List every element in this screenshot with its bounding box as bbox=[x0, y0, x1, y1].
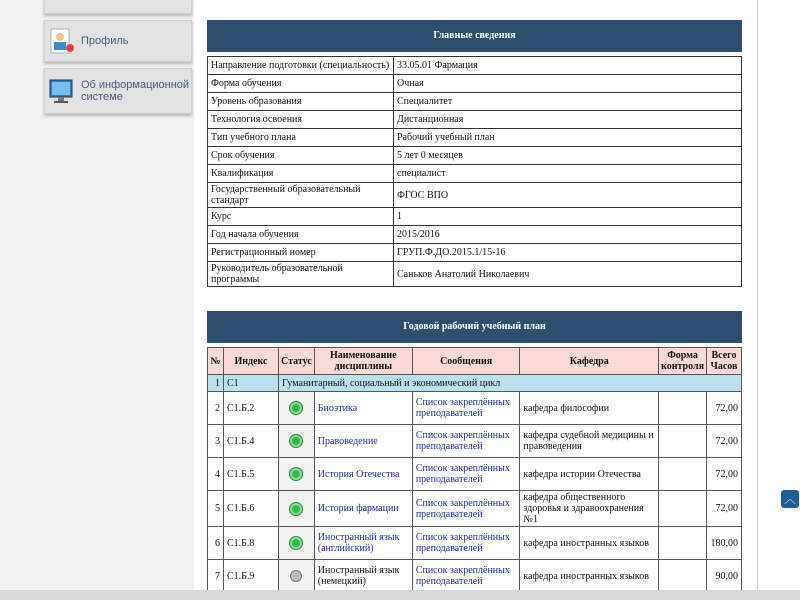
content-right-border bbox=[757, 0, 758, 590]
horizontal-scrollbar[interactable] bbox=[0, 590, 800, 600]
row-control-form bbox=[659, 491, 707, 527]
row-number: 6 bbox=[208, 527, 224, 560]
menu-label-profile: Профиль bbox=[81, 35, 129, 47]
teachers-list-link[interactable]: Список закреплённых преподавателей bbox=[412, 392, 520, 425]
discipline-link[interactable]: История Отечества bbox=[314, 458, 412, 491]
info-value: специалист bbox=[394, 165, 742, 183]
row-department: кафедра иностранных языков bbox=[520, 527, 659, 560]
info-key: Уровень образования bbox=[208, 93, 394, 111]
col-department: Кафедра bbox=[520, 348, 659, 375]
plan-panel-title: Годовой рабочий учебный план bbox=[207, 311, 742, 343]
chevron-up-icon: ︿ bbox=[783, 492, 796, 506]
menu-label-about-system: Об информационной системе bbox=[81, 79, 190, 103]
teachers-list-link[interactable]: Список закреплённых преподавателей bbox=[412, 560, 520, 593]
row-status bbox=[279, 491, 315, 527]
info-value: 33.05.01 Фармация bbox=[394, 57, 742, 75]
row-department: кафедра иностранных языков bbox=[520, 560, 659, 593]
row-hours: 72,00 bbox=[707, 392, 742, 425]
row-number: 5 bbox=[208, 491, 224, 527]
row-number: 3 bbox=[208, 425, 224, 458]
row-status bbox=[279, 560, 315, 593]
row-index: С1.Б.9 bbox=[224, 560, 279, 593]
discipline-link: Иностранный язык (немецкий) bbox=[314, 560, 412, 593]
col-total-hours: Всего Часов bbox=[707, 348, 742, 375]
row-status bbox=[279, 392, 315, 425]
col-discipline: Наименование дисциплины bbox=[314, 348, 412, 375]
info-value: 5 лет 0 месяцев bbox=[394, 147, 742, 165]
info-value: 1 bbox=[394, 208, 742, 226]
info-key: Руководитель образовательной программы bbox=[208, 262, 394, 287]
info-value: Очная bbox=[394, 75, 742, 93]
menu-item-profile[interactable] bbox=[44, 20, 192, 62]
info-row bbox=[208, 57, 742, 75]
info-key: Тип учебного плана bbox=[208, 129, 394, 147]
info-key: Направление подготовки (специальность) bbox=[208, 57, 394, 75]
row-index: С1.Б.6 bbox=[224, 491, 279, 527]
row-department: кафедра философии bbox=[520, 392, 659, 425]
section-name: Гуманитарный, социальный и экономический цикл bbox=[279, 375, 742, 392]
menu-item-about-system[interactable] bbox=[44, 68, 192, 114]
discipline-link[interactable]: Биоэтика bbox=[314, 392, 412, 425]
row-control-form bbox=[659, 425, 707, 458]
row-index: С1.Б.8 bbox=[224, 527, 279, 560]
discipline-link[interactable]: Правоведение bbox=[314, 425, 412, 458]
info-value: ФГОС ВПО bbox=[394, 183, 742, 208]
row-hours: 180,00 bbox=[707, 527, 742, 560]
info-row bbox=[208, 165, 742, 183]
row-number: 2 bbox=[208, 392, 224, 425]
row-hours: 90,00 bbox=[707, 560, 742, 593]
col-control-form: Форма контроля bbox=[659, 348, 707, 375]
row-control-form bbox=[659, 527, 707, 560]
info-key: Форма обучения bbox=[208, 75, 394, 93]
teachers-list-link[interactable]: Список закреплённых преподавателей bbox=[412, 458, 520, 491]
row-status bbox=[279, 458, 315, 491]
info-key: Технология освоения bbox=[208, 111, 394, 129]
col-n: № bbox=[208, 348, 224, 375]
plan-row bbox=[208, 392, 742, 425]
info-row bbox=[208, 147, 742, 165]
status-green-icon bbox=[290, 402, 302, 414]
left-menu bbox=[44, 0, 192, 120]
info-value: 2015/2016 bbox=[394, 226, 742, 244]
status-green-icon bbox=[290, 503, 302, 515]
info-key: Год начала обучения bbox=[208, 226, 394, 244]
row-status bbox=[279, 425, 315, 458]
row-number: 4 bbox=[208, 458, 224, 491]
info-row bbox=[208, 75, 742, 93]
teachers-list-link[interactable]: Список закреплённых преподавателей bbox=[412, 425, 520, 458]
row-index: С1.Б.4 bbox=[224, 425, 279, 458]
info-row bbox=[208, 129, 742, 147]
discipline-link[interactable]: Иностранный язык (английский) bbox=[314, 527, 412, 560]
info-key: Курс bbox=[208, 208, 394, 226]
plan-table bbox=[207, 347, 742, 593]
row-status bbox=[279, 527, 315, 560]
plan-row bbox=[208, 491, 742, 527]
section-number: 1 bbox=[208, 375, 224, 392]
section-index: С1 bbox=[224, 375, 279, 392]
status-green-icon bbox=[290, 435, 302, 447]
row-number: 7 bbox=[208, 560, 224, 593]
plan-row bbox=[208, 560, 742, 593]
row-hours: 72,00 bbox=[707, 425, 742, 458]
computer-icon bbox=[49, 76, 75, 106]
menu-item-top-partial[interactable] bbox=[44, 0, 192, 14]
main-content bbox=[207, 20, 742, 593]
status-gray-icon bbox=[290, 570, 302, 582]
row-control-form bbox=[659, 560, 707, 593]
info-value: Специалитет bbox=[394, 93, 742, 111]
row-index: С1.Б.5 bbox=[224, 458, 279, 491]
row-control-form bbox=[659, 458, 707, 491]
info-key: Срок обучения bbox=[208, 147, 394, 165]
row-department: кафедра судебной медицины и правоведения bbox=[520, 425, 659, 458]
plan-row bbox=[208, 458, 742, 491]
row-department: кафедра общественного здоровья и здравоохранения №1 bbox=[520, 491, 659, 527]
scroll-to-top-button[interactable] bbox=[781, 490, 799, 508]
info-row bbox=[208, 208, 742, 226]
info-row bbox=[208, 244, 742, 262]
info-value: Рабочий учебный план bbox=[394, 129, 742, 147]
info-key: Квалификация bbox=[208, 165, 394, 183]
info-row bbox=[208, 183, 742, 208]
profile-icon bbox=[49, 26, 75, 56]
info-row bbox=[208, 262, 742, 287]
info-key: Регистрационный номер bbox=[208, 244, 394, 262]
info-row bbox=[208, 111, 742, 129]
col-messages: Сообщения bbox=[412, 348, 520, 375]
row-index: С1.Б.2 bbox=[224, 392, 279, 425]
teachers-list-link[interactable]: Список закреплённых преподавателей bbox=[412, 527, 520, 560]
plan-row bbox=[208, 527, 742, 560]
row-department: кафедра истории Отечества bbox=[520, 458, 659, 491]
row-control-form bbox=[659, 392, 707, 425]
info-table bbox=[207, 56, 742, 287]
plan-row bbox=[208, 425, 742, 458]
row-hours: 72,00 bbox=[707, 491, 742, 527]
info-value: ГРУП.Ф.ДО.2015.1/15-16 bbox=[394, 244, 742, 262]
teachers-list-link[interactable]: Список закреплённых преподавателей bbox=[412, 491, 520, 527]
plan-header-row bbox=[208, 348, 742, 375]
status-green-icon bbox=[290, 468, 302, 480]
info-row bbox=[208, 226, 742, 244]
info-panel-title: Главные сведения bbox=[207, 20, 742, 52]
section-row bbox=[208, 375, 742, 392]
info-key: Государственный образовательный стандарт bbox=[208, 183, 394, 208]
col-status: Статус bbox=[279, 348, 315, 375]
discipline-link[interactable]: История фармации bbox=[314, 491, 412, 527]
status-green-icon bbox=[290, 537, 302, 549]
col-index: Индекс bbox=[224, 348, 279, 375]
info-value: Дистанционная bbox=[394, 111, 742, 129]
info-value: Саньков Анатолий Николаевич bbox=[394, 262, 742, 287]
row-hours: 72,00 bbox=[707, 458, 742, 491]
info-row bbox=[208, 93, 742, 111]
